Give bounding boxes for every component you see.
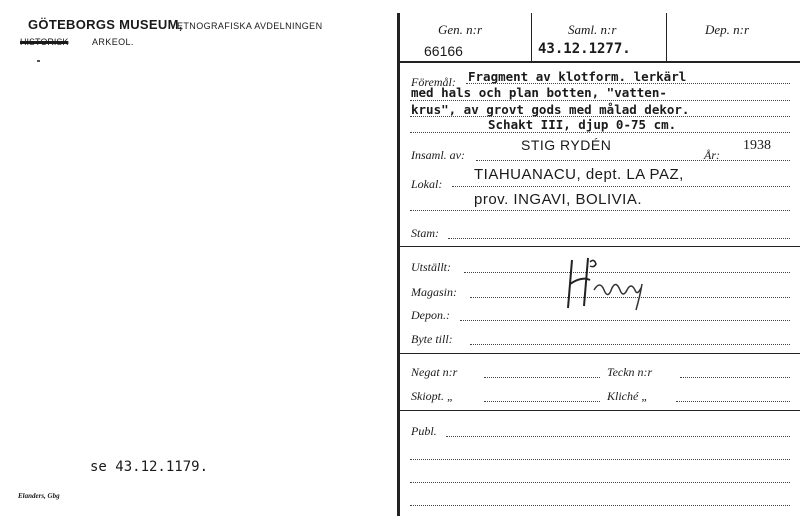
arkeol-label: ARKEOL. [92,37,134,47]
magasin-label: Magasin: [411,285,457,299]
foremal-dotline-3 [410,116,790,117]
foremal-label: Föremål: [411,75,456,89]
publ-dotline-2 [410,459,790,460]
negat-label: Negat n:r [411,365,458,379]
handwritten-signature [560,250,660,325]
section-divider-1 [397,246,800,247]
publ-label: Publ. [411,424,437,438]
foremal-dotline-4 [410,132,790,133]
gen-number-label: Gen. n:r [438,22,483,37]
foremal-line-4: Schakt III, djup 0-75 cm. [488,117,677,132]
section-divider-2 [397,353,800,354]
reference-note: se 43.12.1179. [90,459,209,475]
byte-label: Byte till: [411,332,453,346]
gen-number-value: 66166 [424,43,463,59]
card-left-border [397,13,400,516]
skiopt-dotline [484,401,600,402]
stam-dotline [448,238,790,239]
teckn-label: Teckn n:r [607,365,653,379]
foremal-line-3: krus", av grovt gods med målad dekor. [411,102,690,117]
publ-dotline-1 [446,436,790,437]
dep-number-label: Dep. n:r [705,22,750,37]
year-value: 1938 [743,138,771,153]
lokal-label: Lokal: [411,177,443,191]
utstallt-label: Utställt: [411,260,452,274]
collector-name: STIG RYDÉN [521,137,612,153]
stray-mark [37,60,40,62]
saml-number-label: Saml. n:r [568,22,617,37]
lokal-line-2: prov. INGAVI, BOLIVIA. [474,191,642,208]
kliche-label: Kliché „ [607,389,648,403]
lokal-dotline-1 [452,186,790,187]
publ-dotline-3 [410,482,790,483]
foremal-line-2: med hals och plan botten, "vatten- [411,85,667,100]
teckn-dotline [680,377,790,378]
skiopt-label: Skiopt. „ [411,389,454,403]
kliche-dotline [676,401,790,402]
insamlad-label: Insaml. av: [411,148,465,162]
foremal-dotline-2 [410,100,790,101]
stam-label: Stam: [411,226,439,240]
insamlad-dotline [476,160,790,161]
depon-label: Depon.: [411,308,450,322]
year-label: År: [704,148,720,162]
foremal-line-1: Fragment av klotform. lerkärl [468,69,687,84]
byte-dotline [470,344,790,345]
museum-name: GÖTEBORGS MUSEUM, [28,17,183,32]
printer-imprint: Elanders, Gbg [18,492,60,500]
header-bottom-line [397,61,800,63]
lokal-line-1: TIAHUANACU, dept. LA PAZ, [474,166,684,183]
foremal-dotline-1 [466,83,790,84]
lokal-dotline-2 [410,210,790,211]
saml-number-value: 43.12.1277. [538,41,631,57]
section-divider-3 [397,410,800,411]
column-divider-1 [531,13,532,61]
department-name: ETNOGRAFISKA AVDELNINGEN [177,21,323,31]
negat-dotline [484,377,600,378]
column-divider-2 [666,13,667,61]
publ-dotline-4 [410,505,790,506]
struck-department: HISTORISK [20,37,69,47]
